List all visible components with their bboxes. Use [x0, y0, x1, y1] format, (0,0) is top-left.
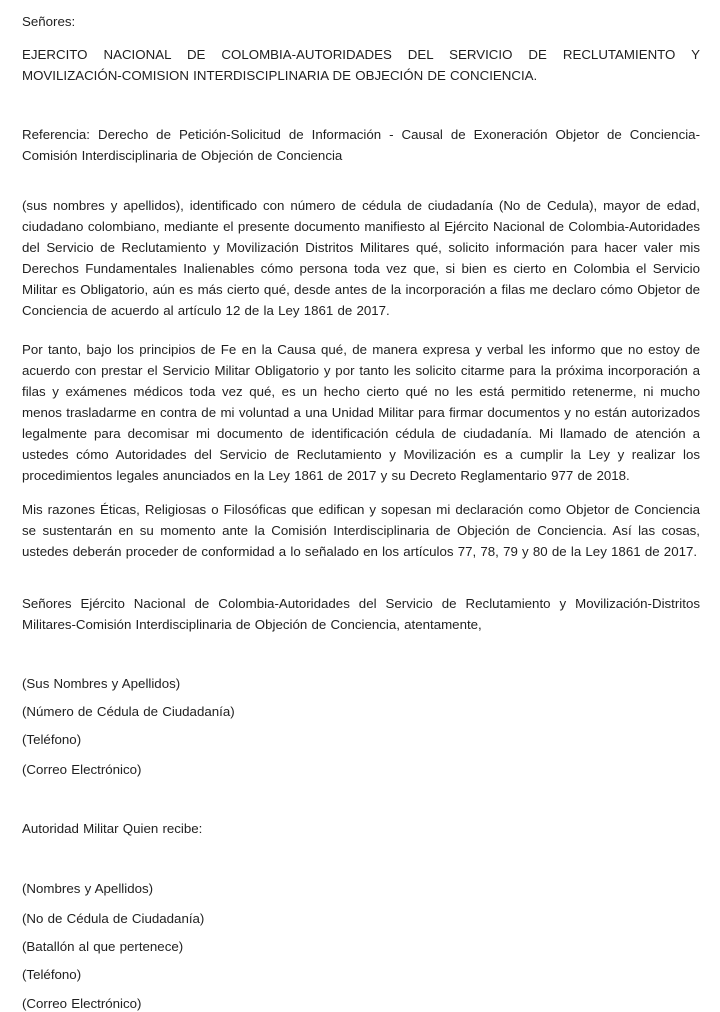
salutation: Señores:	[22, 14, 76, 29]
sender-id-placeholder: (Número de Cédula de Ciudadanía)	[22, 704, 235, 719]
body-paragraph-3: Mis razones Éticas, Religiosas o Filosóficas que edifican y sopesan mi declaración como Objetor de Conciencia se sustentarán en su momento ante la Comisión Interdisciplinaria de Objeción de Conciencia. Así las cosas, ustedes deberán proceder de conformidad a lo señalado en los artículos 77, 78, 79 y 80 de la Ley 1861 de 2017.	[22, 502, 700, 559]
receiver-email-placeholder: (Correo Electrónico)	[22, 996, 142, 1011]
reference-line: Referencia: Derecho de Petición-Solicitud de Información - Causal de Exoneración Objetor de Conciencia-Comisión Interdisciplinaria de Objeción de Conciencia	[22, 127, 700, 163]
receiver-id-placeholder: (No de Cédula de Ciudadanía)	[22, 911, 205, 926]
addressee-heading: EJERCITO NACIONAL DE COLOMBIA-AUTORIDADES DEL SERVICIO DE RECLUTAMIENTO Y MOVILIZACIÓN-COMISION INTERDISCIPLINARIA DE OBJECIÓN DE CONCIENCIA.	[22, 47, 700, 83]
body-paragraph-1: (sus nombres y apellidos), identificado con número de cédula de ciudadanía (No de Cedula), mayor de edad, ciudadano colombiano, mediante el presente documento manifiesto al Ejército Nacional de Colombia-Autoridades del Servicio de Reclutamiento y Movilización Distritos Militares qué, solicito información para hacer valer mis Derechos Fundamentales Inalienables cómo persona toda vez que, si bien es cierto en Colombia el Servicio Militar es Obligatorio, aún es más cierto qué, desde antes de la incorporación a filas me declaro cómo Objetor de Conciencia de acuerdo al artículo 12 de la Ley 1861 de 2017.	[22, 198, 700, 318]
receiver-battalion-placeholder: (Batallón al que pertenece)	[22, 939, 184, 954]
receiving-authority-heading: Autoridad Militar Quien recibe:	[22, 821, 203, 836]
body-paragraph-2: Por tanto, bajo los principios de Fe en la Causa qué, de manera expresa y verbal les informo que no estoy de acuerdo con prestar el Servicio Militar Obligatorio y por tanto les solicito citarme para la próxima incorporación a filas y exámenes médicos toda vez qué, es un hecho cierto qué no les está permitido retenerme, ni mucho menos trasladarme en contra de mi voluntad a una Unidad Militar para firmar documentos y no están autorizados legalmente para decomisar mi documento de identificación cédula de ciudadanía. Mi llamado de atención a ustedes cómo Autoridades del Servicio de Reclutamiento y Movilización es a cumplir la Ley y realizar los procedimientos legales anunciados en la Ley 1861 de 2017 y su Decreto Reglamentario 977 de 2018.	[22, 342, 700, 483]
sender-email-placeholder: (Correo Electrónico)	[22, 762, 142, 777]
receiver-name-placeholder: (Nombres y Apellidos)	[22, 881, 154, 896]
sender-phone-placeholder: (Teléfono)	[22, 732, 82, 747]
closing-paragraph: Señores Ejército Nacional de Colombia-Autoridades del Servicio de Reclutamiento y Movilización-Distritos Militares-Comisión Interdisciplinaria de Objeción de Conciencia, atentamente,	[22, 596, 700, 632]
receiver-phone-placeholder: (Teléfono)	[22, 967, 82, 982]
sender-name-placeholder: (Sus Nombres y Apellidos)	[22, 676, 181, 691]
